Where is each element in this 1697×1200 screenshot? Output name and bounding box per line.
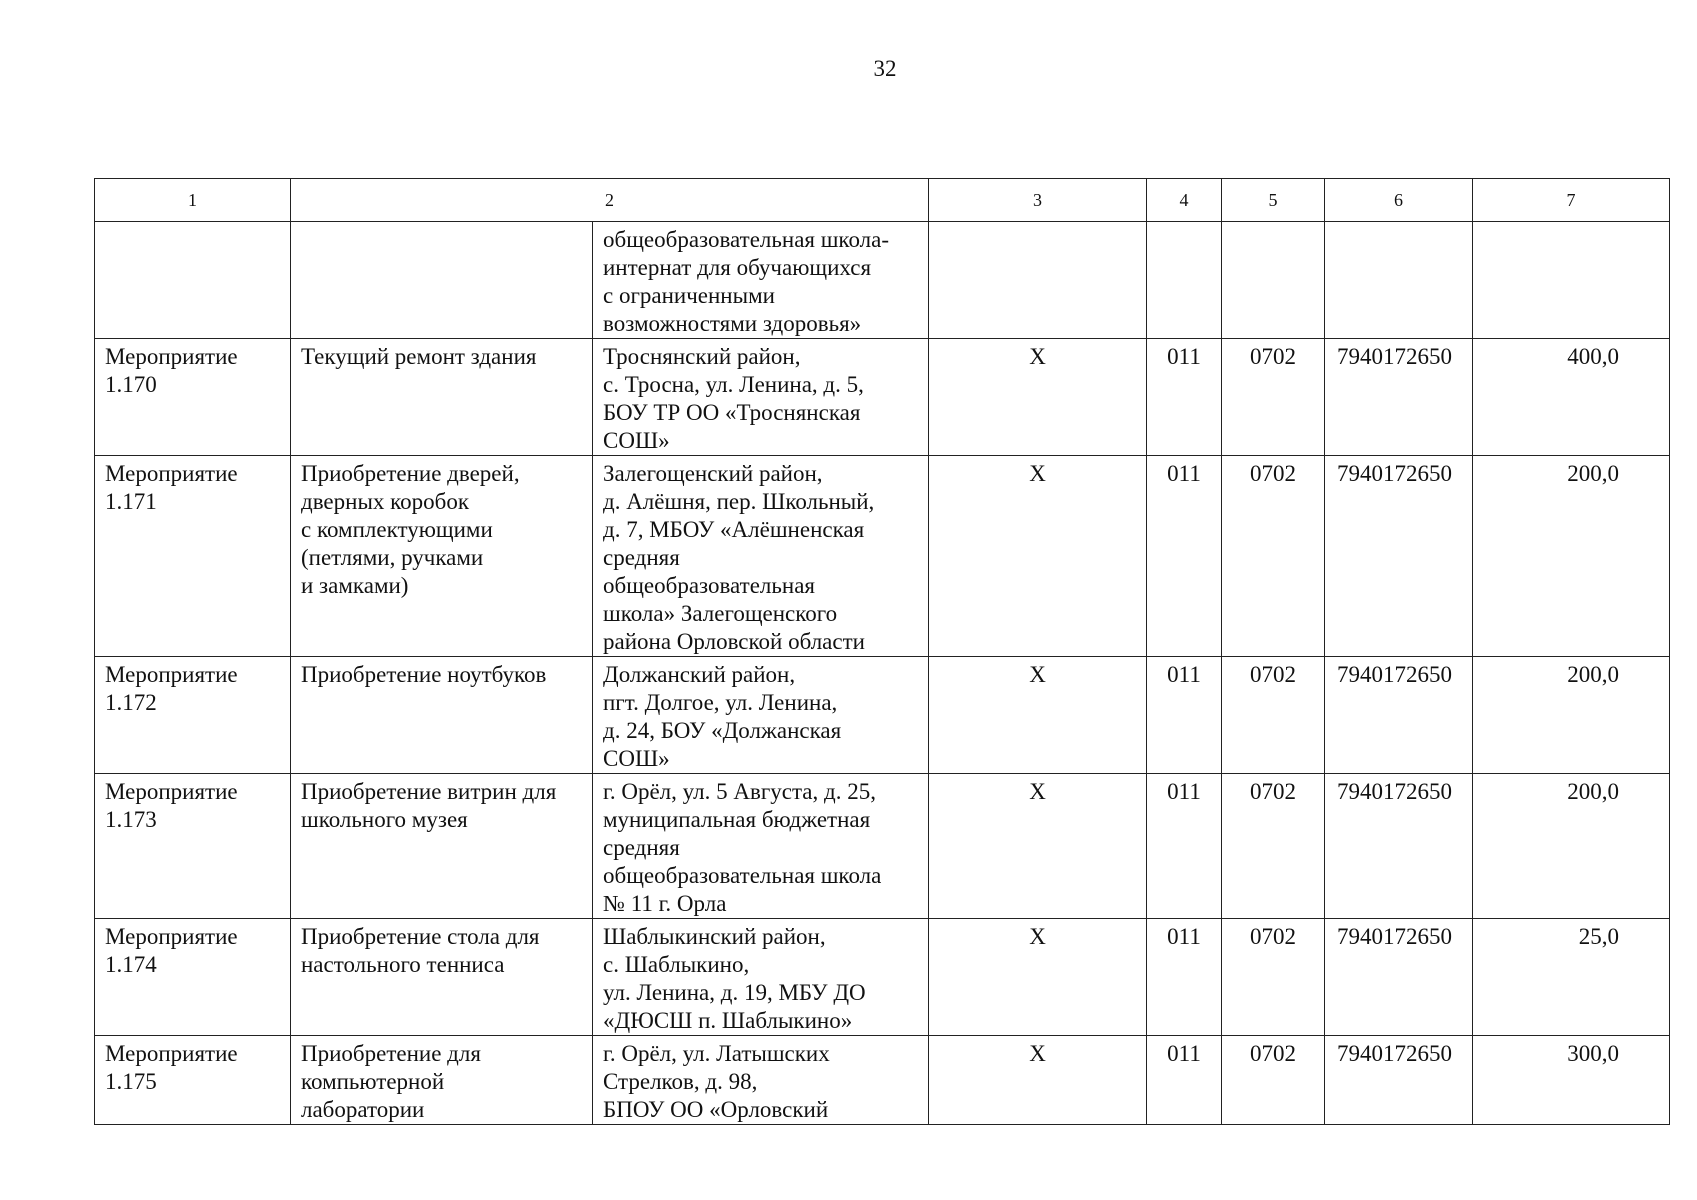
header-col-7: 7	[1473, 179, 1670, 222]
col3-cell: Х	[929, 919, 1147, 1036]
table-row	[95, 774, 1670, 919]
col7-cell: 200,0	[1473, 657, 1670, 774]
address-cell: г. Орёл, ул. Латышских Стрелков, д. 98, БПОУ ОО «Орловский	[593, 1036, 929, 1125]
col6-cell: 7940172650	[1325, 339, 1473, 456]
header-col-4: 4	[1147, 179, 1222, 222]
col3-cell: Х	[929, 456, 1147, 657]
table-row	[95, 339, 1670, 456]
col7-cell: 200,0	[1473, 456, 1670, 657]
col4-cell: 011	[1147, 1036, 1222, 1125]
budget-table	[94, 178, 1670, 1125]
name-cell: Приобретение ноутбуков	[291, 657, 593, 774]
header-col-3: 3	[929, 179, 1147, 222]
col4-cell: 011	[1147, 774, 1222, 919]
page-number: 32	[873, 56, 897, 81]
address-cell: Троснянский район, с. Тросна, ул. Ленина, д. 5, БОУ ТР ОО «Троснянская СОШ»	[593, 339, 929, 456]
col7-cell: 200,0	[1473, 774, 1670, 919]
col4-cell: 011	[1147, 919, 1222, 1036]
col6-cell: 7940172650	[1325, 456, 1473, 657]
event-cell: Мероприятие 1.173	[95, 774, 291, 919]
name-cell: Приобретение витрин для школьного музея	[291, 774, 593, 919]
col5-cell: 0702	[1222, 456, 1325, 657]
table-header-row	[95, 179, 1670, 222]
col7-cell: 300,0	[1473, 1036, 1670, 1125]
header-col-1: 1	[95, 179, 291, 222]
name-cell: Текущий ремонт здания	[291, 339, 593, 456]
col5-cell	[1222, 222, 1325, 339]
col6-cell: 7940172650	[1325, 657, 1473, 774]
col6-cell: 7940172650	[1325, 1036, 1473, 1125]
name-cell	[291, 222, 593, 339]
col6-cell: 7940172650	[1325, 774, 1473, 919]
event-cell: Мероприятие 1.174	[95, 919, 291, 1036]
header-col-2: 2	[291, 179, 929, 222]
col5-cell: 0702	[1222, 774, 1325, 919]
address-cell: Шаблыкинский район, с. Шаблыкино, ул. Ленина, д. 19, МБУ ДО «ДЮСШ п. Шаблыкино»	[593, 919, 929, 1036]
table-row	[95, 456, 1670, 657]
col3-cell: Х	[929, 339, 1147, 456]
col6-cell	[1325, 222, 1473, 339]
col5-cell: 0702	[1222, 657, 1325, 774]
name-cell: Приобретение для компьютерной лаборатории	[291, 1036, 593, 1125]
col3-cell: Х	[929, 774, 1147, 919]
col5-cell: 0702	[1222, 339, 1325, 456]
table-row	[95, 222, 1670, 339]
name-cell: Приобретение дверей, дверных коробок с комплектующими (петлями, ручками и замками)	[291, 456, 593, 657]
event-cell	[95, 222, 291, 339]
col6-cell: 7940172650	[1325, 919, 1473, 1036]
col3-cell: Х	[929, 657, 1147, 774]
table-row	[95, 919, 1670, 1036]
col7-cell	[1473, 222, 1670, 339]
address-cell: г. Орёл, ул. 5 Августа, д. 25, муниципальная бюджетная средняя общеобразовательная школа № 11 г. Орла	[593, 774, 929, 919]
address-cell: общеобразовательная школа- интернат для обучающихся с ограниченными возможностями здоровья»	[593, 222, 929, 339]
event-cell: Мероприятие 1.170	[95, 339, 291, 456]
event-cell: Мероприятие 1.175	[95, 1036, 291, 1125]
col4-cell: 011	[1147, 657, 1222, 774]
col7-cell: 25,0	[1473, 919, 1670, 1036]
event-cell: Мероприятие 1.172	[95, 657, 291, 774]
col3-cell	[929, 222, 1147, 339]
event-cell: Мероприятие 1.171	[95, 456, 291, 657]
col4-cell	[1147, 222, 1222, 339]
header-col-6: 6	[1325, 179, 1473, 222]
col7-cell: 400,0	[1473, 339, 1670, 456]
col3-cell: Х	[929, 1036, 1147, 1125]
col5-cell: 0702	[1222, 919, 1325, 1036]
col5-cell: 0702	[1222, 1036, 1325, 1125]
address-cell: Должанский район, пгт. Долгое, ул. Ленина, д. 24, БОУ «Должанская СОШ»	[593, 657, 929, 774]
address-cell: Залегощенский район, д. Алёшня, пер. Школьный, д. 7, МБОУ «Алёшненская средняя общеобразовательная школа» Залегощенского района Орловской области	[593, 456, 929, 657]
col4-cell: 011	[1147, 339, 1222, 456]
table-row	[95, 1036, 1670, 1125]
col4-cell: 011	[1147, 456, 1222, 657]
table-row	[95, 657, 1670, 774]
name-cell: Приобретение стола для настольного тенниса	[291, 919, 593, 1036]
header-col-5: 5	[1222, 179, 1325, 222]
